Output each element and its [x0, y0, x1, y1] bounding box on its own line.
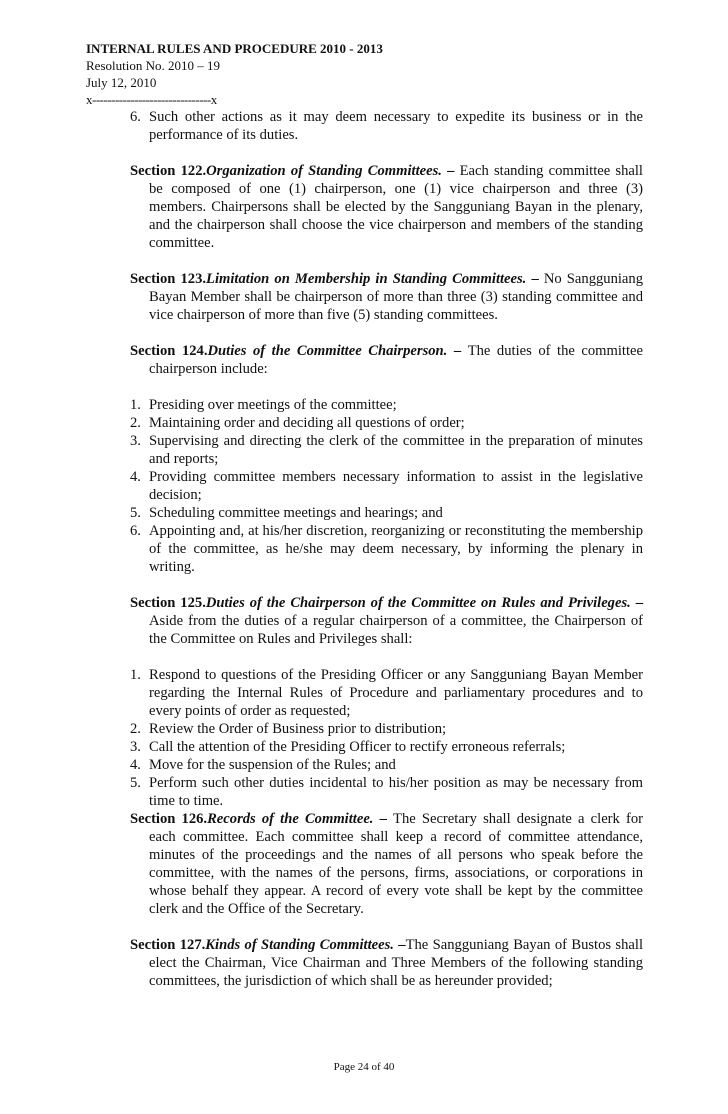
section-123	[130, 270, 643, 324]
section-label: Section 125.	[130, 595, 206, 611]
section-126	[130, 810, 643, 918]
list-item	[130, 396, 643, 414]
list-number: 5.	[130, 775, 141, 791]
section-label: Section 124.	[130, 343, 208, 359]
list-item	[130, 468, 643, 504]
section-label: Section 123.	[130, 271, 207, 287]
list-number: 6.	[130, 109, 141, 125]
section-125	[130, 594, 643, 648]
section-dash: –	[526, 271, 544, 287]
section-text: No Sangguniang Bayan Member shall be chairperson of more than three (3) standing committee and vice chairperson of more than five (5) standing committees.	[149, 271, 644, 323]
section-label: Section 126.	[130, 811, 208, 827]
list-number: 3.	[130, 739, 141, 755]
section-title: Duties of the Committee Chairperson.	[207, 343, 448, 359]
list-text: Supervising and directing the clerk of the committee in the preparation of minutes and reports;	[149, 433, 643, 467]
section-dash: –	[393, 937, 406, 953]
page-number: Page 24 of 40	[333, 1061, 395, 1073]
section-title: Kinds of Standing Committees.	[205, 937, 394, 953]
section-dash: –	[441, 163, 460, 179]
section-127	[130, 936, 643, 990]
section-label: Section 122.	[130, 163, 207, 179]
resolution-number: Resolution No. 2010 – 19	[86, 58, 220, 73]
list-text: Appointing and, at his/her discretion, reorganizing or reconstituting the membership of the committee, as he/she may deem necessary, by informing the plenary in writing.	[149, 523, 643, 575]
list-number: 6.	[130, 523, 141, 539]
section-text: Each standing committee shall be composed of one (1) chairperson, one (1) vice chairperson and three (3) members. Chairpersons shall be elected by the Sangguniang Bayan in the plenary, and the chairperson shall choose the vice chairperson and members of the standing committee.	[149, 163, 643, 251]
list-text: Review the Order of Business prior to distribution;	[149, 721, 447, 737]
list-item	[130, 774, 643, 810]
section-dash: –	[373, 811, 394, 827]
list-item	[130, 432, 643, 468]
list-item	[130, 666, 643, 720]
section-title: Limitation on Membership in Standing Committees.	[206, 271, 527, 287]
header-separator: x-------------------------------x	[86, 92, 217, 107]
list-item	[130, 522, 643, 576]
section-text: The Secretary shall designate a clerk for each committee. Each committee shall keep a record of committee attendance, minutes of the proceedings and the names of all persons who speak before the committee, with the names of the persons, firms, associations, or corporations in whose behalf they appear. A record of every vote shall be kept by the committee clerk and the Office of the Secretary.	[149, 811, 643, 917]
section-124-list	[130, 396, 643, 576]
document-header	[86, 40, 383, 108]
section-dash: –	[630, 595, 644, 611]
section-text: Aside from the duties of a regular chairperson of a committee, the Chairperson of the Committee on Rules and Privileges shall:	[149, 613, 643, 647]
list-item	[130, 108, 643, 144]
page-footer	[0, 1058, 728, 1076]
list-number: 1.	[130, 397, 141, 413]
list-text: Presiding over meetings of the committee;	[149, 397, 397, 413]
list-text: Such other actions as it may deem necessary to expedite its business or in the performance of its duties.	[149, 109, 643, 143]
list-number: 2.	[130, 721, 141, 737]
list-number: 1.	[130, 667, 141, 683]
section-title: Records of the Committee.	[207, 811, 374, 827]
section-label: Section 127.	[130, 937, 206, 953]
section-dash: –	[447, 343, 468, 359]
list-item	[130, 738, 643, 756]
document-title: INTERNAL RULES AND PROCEDURE 2010 - 2013	[86, 41, 383, 56]
document-date: July 12, 2010	[86, 75, 157, 90]
list-item	[130, 756, 643, 774]
list-number: 5.	[130, 505, 141, 521]
list-text: Providing committee members necessary information to assist in the legislative decision;	[149, 469, 643, 503]
section-125-list	[130, 666, 643, 810]
section-title: Duties of the Chairperson of the Committee on Rules and Privileges.	[205, 595, 631, 611]
list-number: 2.	[130, 415, 141, 431]
list-text: Move for the suspension of the Rules; and	[149, 757, 396, 773]
section-text: The duties of the committee chairperson include:	[149, 343, 644, 377]
section-124	[130, 342, 643, 378]
list-text: Scheduling committee meetings and hearings; and	[149, 505, 443, 521]
list-item	[130, 414, 643, 432]
list-item	[130, 720, 643, 738]
list-text: Maintaining order and deciding all questions of order;	[149, 415, 465, 431]
document-body	[130, 108, 643, 990]
list-item	[130, 504, 643, 522]
section-text: The Sangguniang Bayan of Bustos shall elect the Chairman, Vice Chairman and Three Members of the following standing committees, the jurisdiction of which shall be as hereunder provided;	[149, 937, 643, 989]
list-text: Perform such other duties incidental to his/her position as may be necessary from time to time.	[149, 775, 643, 809]
list-text: Call the attention of the Presiding Officer to rectify erroneous referrals;	[149, 739, 566, 755]
section-title: Organization of Standing Committees.	[206, 163, 442, 179]
list-text: Respond to questions of the Presiding Officer or any Sangguniang Bayan Member regarding the Internal Rules of Procedure and parliamentary procedures and to every points of order as requested;	[149, 667, 643, 719]
section-122	[130, 162, 643, 252]
list-number: 3.	[130, 433, 141, 449]
list-number: 4.	[130, 757, 141, 773]
list-number: 4.	[130, 469, 141, 485]
